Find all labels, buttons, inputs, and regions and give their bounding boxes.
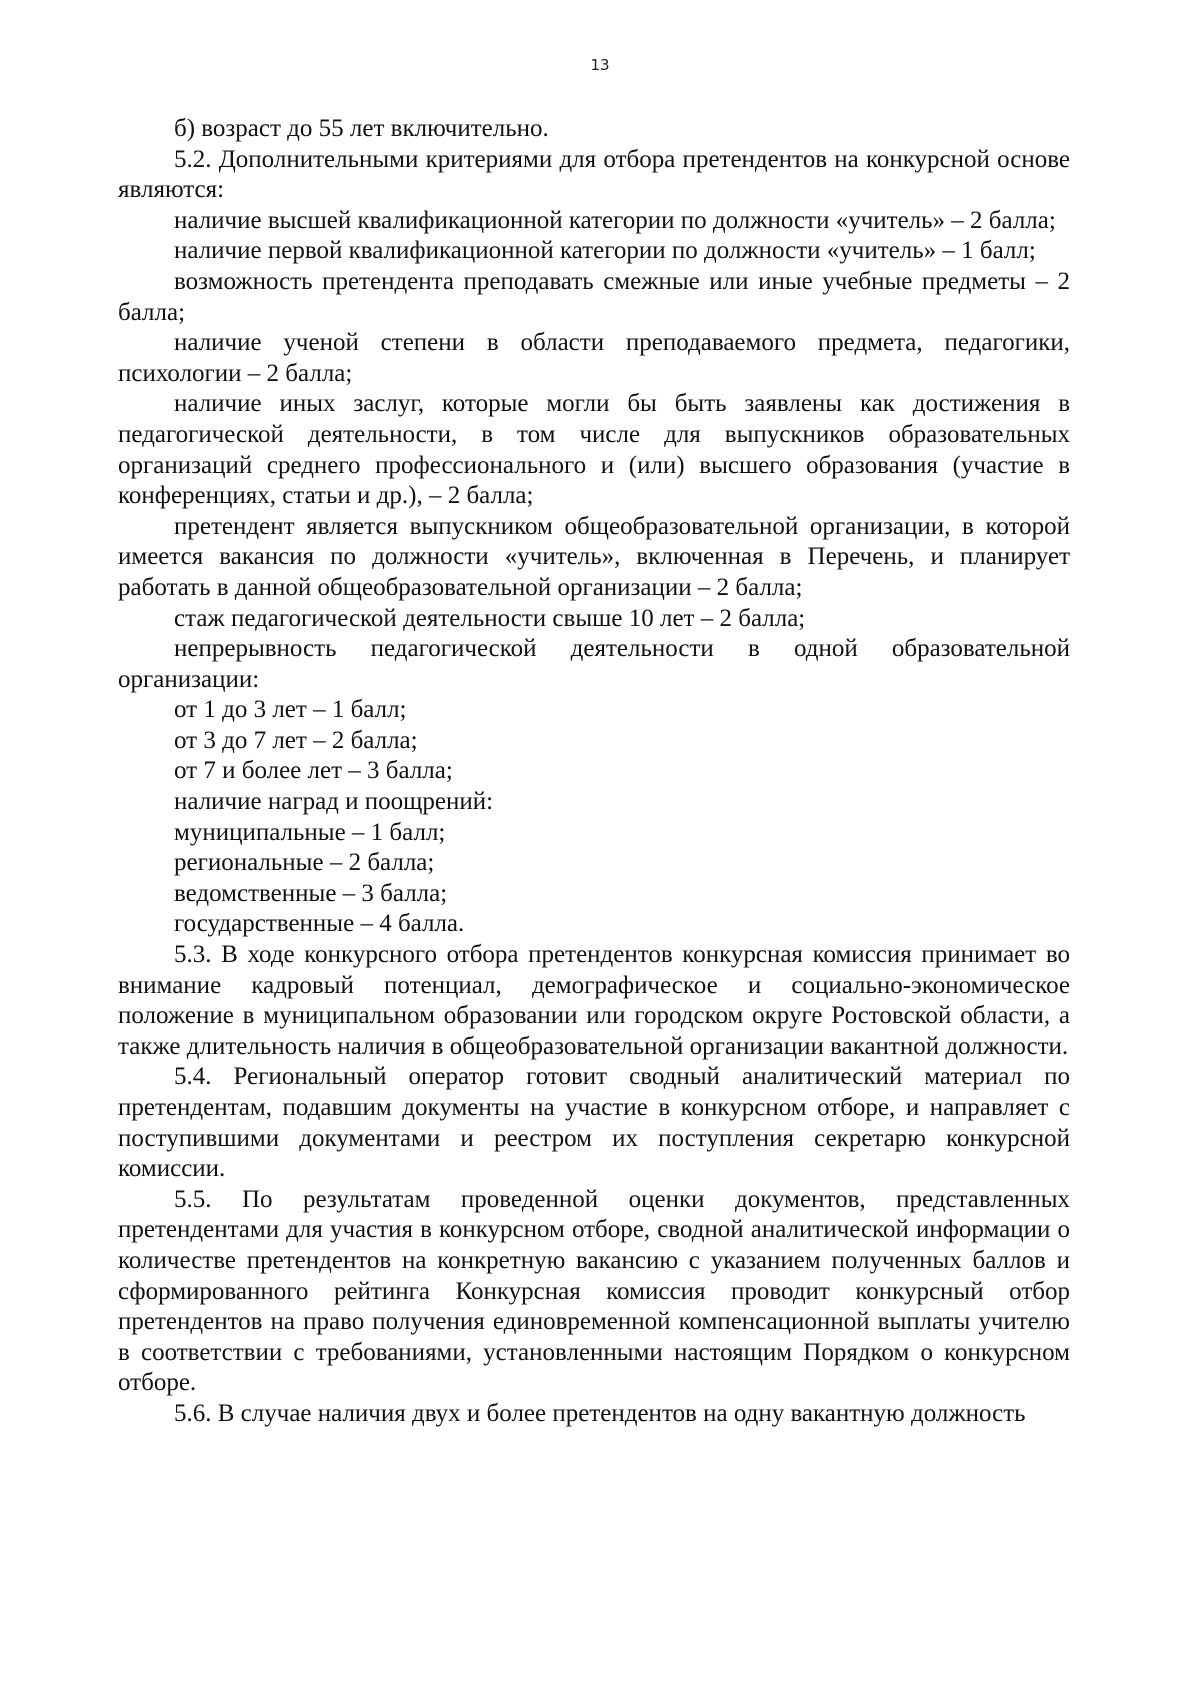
paragraph: претендент является выпускником общеобразовательной организации, в которой имеется вакансия по должности «учитель», включенная в Перечень, и планирует работать в данной общеобразовательной организации – 2 балла; bbox=[118, 512, 1070, 601]
paragraph: непрерывность педагогической деятельности в одной образовательной организации: bbox=[118, 635, 1070, 693]
paragraph: ведомственные – 3 балла; bbox=[174, 879, 448, 907]
paragraph: наличие высшей квалификационной категории по должности «учитель» – 2 балла; bbox=[174, 206, 1056, 234]
paragraph: от 7 и более лет – 3 балла; bbox=[174, 757, 453, 785]
paragraph: наличие иных заслуг, которые могли бы быть заявлены как достижения в педагогической деятельности, в том числе для выпускников образовательных организаций среднего профессионального и (или) высшего образования (участие в конференциях, статьи и др.), – 2 балла; bbox=[118, 390, 1070, 510]
paragraph: региональные – 2 балла; bbox=[174, 849, 435, 877]
paragraph: наличие ученой степени в области преподаваемого предмета, педагогики, психологии – 2 балла; bbox=[118, 329, 1070, 387]
paragraph: наличие первой квалификационной категории по должности «учитель» – 1 балл; bbox=[174, 237, 1036, 265]
paragraph: возможность претендента преподавать смежные или иные учебные предметы – 2 балла; bbox=[118, 267, 1070, 326]
paragraph: государственные – 4 балла. bbox=[174, 910, 465, 938]
paragraph: муниципальные – 1 балл; bbox=[174, 818, 446, 846]
paragraph: от 1 до 3 лет – 1 балл; bbox=[174, 696, 407, 724]
paragraph: 5.5. По результатам проведенной оценки документов, представленных претендентами для участия в конкурсном отборе, сводной аналитической информации о количестве претендентов на конкретную вакансию с указанием полученных баллов и сформированного рейтинга Конкурсная комиссия проводит конкурсный отбор претендентов на право получения единовременной компенсационной выплаты учителю в соответствии с требованиями, установленными настоящим Порядком о конкурсном отборе. bbox=[118, 1185, 1070, 1397]
paragraph: 5.2. Дополнительными критериями для отбора претендентов на конкурсной основе являются: bbox=[118, 145, 1070, 204]
paragraph: 5.3. В ходе конкурсного отбора претендентов конкурсная комиссия принимает во внимание кадровый потенциал, демографическое и социально-экономическое положение в муниципальном образовании или городском округе Ростовской области, а также длительность наличия в общеобразовательной организации вакантной должности. bbox=[118, 941, 1070, 1060]
paragraph: б) возраст до 55 лет включительно. bbox=[174, 115, 549, 142]
document-body bbox=[118, 114, 1070, 1430]
paragraph: от 3 до 7 лет – 2 балла; bbox=[174, 726, 418, 754]
paragraph: 5.4. Региональный оператор готовит сводный аналитический материал по претендентам, подавшим документы на участие в конкурсном отборе, и направляет с поступившими документами и реестром их поступления секретарю конкурсной комиссии. bbox=[118, 1063, 1070, 1183]
page-number: 13 bbox=[590, 56, 610, 74]
paragraph: 5.6. В случае наличия двух и более претендентов на одну вакантную должность bbox=[174, 1399, 1026, 1427]
paragraph: стаж педагогической деятельности свыше 10 лет – 2 балла; bbox=[174, 604, 806, 632]
paragraph: наличие наград и поощрений: bbox=[174, 788, 494, 816]
